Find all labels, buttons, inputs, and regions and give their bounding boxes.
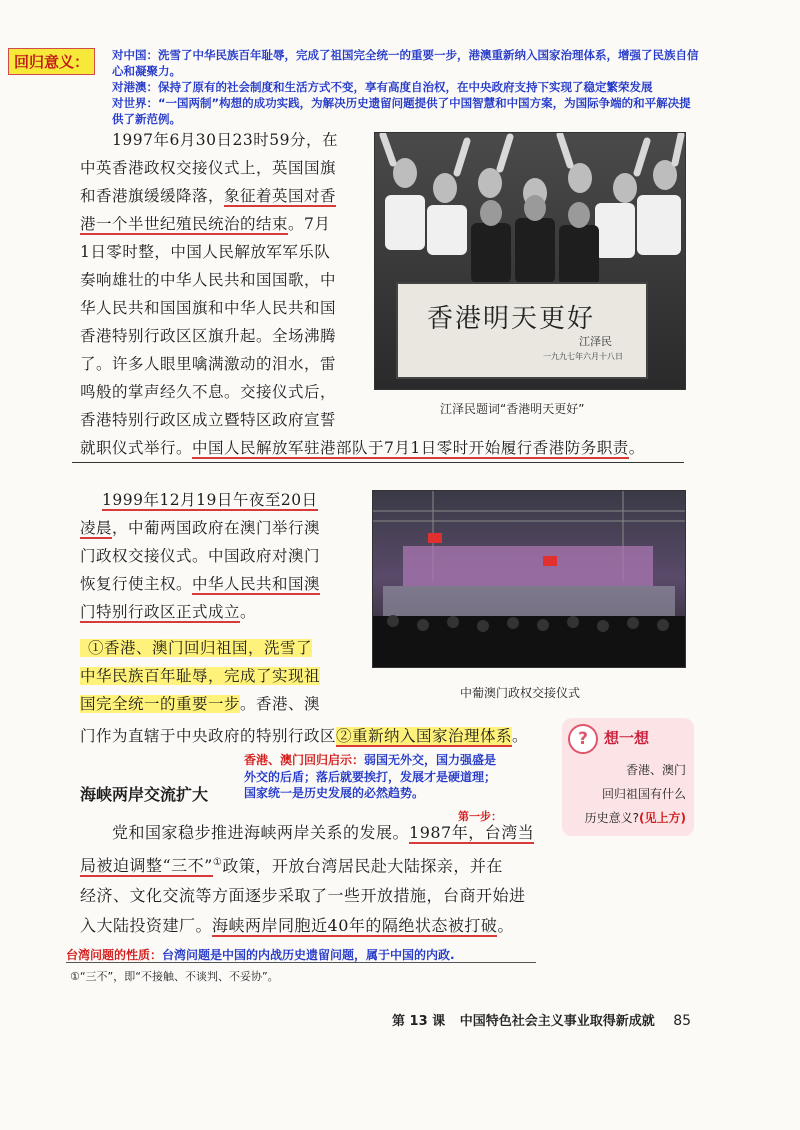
text-span: 党和国家稳步推进海峡两岸关系的发展。 bbox=[112, 823, 410, 842]
hk-photo bbox=[374, 132, 686, 390]
note-text: 弱国无外交，国力强盛是 bbox=[364, 753, 497, 767]
macau-photo bbox=[372, 490, 686, 668]
text-line bbox=[80, 818, 680, 848]
nature-text: 台湾问题是中国的内战历史遗留问题，属于中国的内政. bbox=[162, 948, 455, 962]
think-title: 想一想 bbox=[604, 729, 650, 747]
question-line: 香港、澳门 bbox=[625, 763, 686, 777]
text-line bbox=[80, 570, 370, 598]
text-line bbox=[80, 662, 370, 690]
text-span: 。 bbox=[628, 439, 645, 457]
answer-hint: (见上方) bbox=[639, 811, 686, 825]
question-line: 回归祖国有什么 bbox=[601, 787, 686, 801]
text-line bbox=[80, 848, 680, 881]
underlined-text: 象征着英国对香 bbox=[224, 187, 337, 205]
underlined-text: 中国人民解放军驻港部队于7月1日零时开始履行香港防务职责 bbox=[192, 439, 629, 457]
highlighted-text: 国完全统一的重要一步 bbox=[80, 695, 241, 713]
text-line: 经济、文化交流等方面逐步采取了一些开放措施，台商开始进 bbox=[80, 886, 526, 906]
highlighted-text: 中华民族百年耻辱，完成了实现祖 bbox=[80, 667, 321, 685]
macau-paragraph bbox=[80, 486, 370, 718]
text-line bbox=[80, 634, 370, 662]
macau-photo-caption: 中葡澳门政权交接仪式 bbox=[460, 686, 581, 700]
text-span: 政策，开放台湾居民赴大陆探亲，并在 bbox=[222, 856, 503, 876]
text-line bbox=[80, 210, 370, 238]
underlined-text: 门特别行政区正式成立 bbox=[80, 603, 241, 621]
note-line: 对港澳：保持了原有的社会制度和生活方式不变，享有高度自治权，在中央政府支持下实现了稳定繁荣发展 bbox=[112, 80, 653, 94]
highlighted-text: ①香港、澳门回归祖国，洗雪了 bbox=[80, 639, 312, 657]
macau-photo-graphic bbox=[373, 491, 685, 667]
text-span: 。香港、澳 bbox=[240, 695, 321, 713]
text-span: 恢复行使主权。 bbox=[80, 575, 193, 593]
text-line: 中英香港政权交接仪式上，英国国旗 bbox=[80, 159, 337, 177]
enlightenment-note bbox=[244, 752, 496, 801]
banner-signature: 江泽民 bbox=[579, 335, 612, 348]
text-line: 了。许多人眼里噙满激动的泪水，雷 bbox=[80, 355, 337, 373]
note-line bbox=[244, 752, 496, 769]
text-span: 入大陆投资建厂。 bbox=[80, 916, 213, 936]
text-span: ，中葡两国政府在澳门举行澳 bbox=[112, 519, 321, 537]
significance-notes bbox=[112, 47, 752, 127]
underlined-text: 海峡两岸同胞近40年的隔绝状态被打破 bbox=[212, 916, 498, 936]
note-line: 外交的后盾；落后就要挨打，发展才是硬道理； bbox=[244, 770, 497, 784]
text-span: 。 bbox=[497, 916, 514, 936]
text-span: 门作为直辖于中央政府的特别行政区 bbox=[80, 727, 337, 745]
significance-tag: 回归意义： bbox=[8, 48, 95, 75]
underlined-text: 凌晨 bbox=[80, 519, 113, 537]
note-line: 对世界：“一国两制”构想的成功实践，为解决历史遗留问题提供了中国智慧和中国方案，为国际争端的和平解决提 bbox=[112, 96, 691, 110]
note-line: 国家统一是历史发展的必然趋势。 bbox=[244, 786, 425, 800]
note-line: 供了新范例。 bbox=[112, 112, 181, 126]
note-line: 心和凝聚力。 bbox=[112, 64, 181, 78]
text-line bbox=[80, 514, 370, 542]
banner-date: 一九九七年六月十八日 bbox=[543, 352, 623, 361]
taiwan-paragraph bbox=[80, 818, 680, 941]
underlined-text: 局被迫调整“三不” bbox=[80, 856, 213, 876]
text-line: 1997年6月30日23时59分，在 bbox=[112, 131, 338, 149]
page-number: 85 bbox=[673, 1013, 692, 1029]
nature-label: 台湾问题的性质： bbox=[66, 948, 163, 962]
text-line: 香港特别行政区区旗升起。全场沸腾 bbox=[80, 327, 337, 345]
text-span: 历史意义? bbox=[584, 811, 640, 825]
question-icon: ? bbox=[568, 724, 598, 754]
underlined-text: 港一个半世纪殖民统治的结束 bbox=[80, 215, 289, 233]
macau-last-line bbox=[80, 722, 528, 750]
text-line: 鸣般的掌声经久不息。交接仪式后， bbox=[80, 383, 337, 401]
first-step-note: 第一步： bbox=[458, 810, 502, 823]
text-line bbox=[80, 911, 680, 941]
lesson-number: 第 13 课 bbox=[392, 1014, 446, 1029]
text-line bbox=[80, 690, 370, 718]
text-line bbox=[80, 182, 370, 210]
text-span: 。7月 bbox=[288, 215, 331, 233]
text-line: 1日零时整，中国人民解放军军乐队 bbox=[80, 243, 331, 261]
hk-photo-graphic bbox=[375, 133, 685, 389]
text-span: 。 bbox=[240, 603, 257, 621]
text-line bbox=[80, 598, 370, 626]
footnote-divider bbox=[66, 962, 536, 963]
text-line: 奏响雄壮的中华人民共和国国歌，中 bbox=[80, 271, 337, 289]
hk-paragraph bbox=[80, 126, 370, 434]
banner-text: 香港明天更好 bbox=[427, 304, 596, 334]
text-line: 香港特别行政区成立暨特区政府宣誓 bbox=[80, 411, 337, 429]
text-span: 。 bbox=[512, 727, 529, 745]
lesson-title: 中国特色社会主义事业取得新成就 bbox=[459, 1014, 655, 1029]
footnote: ①“三不”，即“不接触、不谈判、不妥协”。 bbox=[70, 970, 279, 983]
text-span: 就职仪式举行。 bbox=[80, 439, 193, 457]
underlined-text: 1987年，台湾当 bbox=[409, 823, 535, 842]
hk-photo-caption: 江泽民题词“香港明天更好” bbox=[440, 402, 585, 416]
text-line: 门政权交接仪式。中国政府对澳门 bbox=[80, 547, 321, 565]
page-footer bbox=[392, 1010, 691, 1029]
note-line: 对中国：洗雪了中华民族百年耻辱，完成了祖国完全统一的重要一步，港澳重新纳入国家治理体系，增强了民族自信 bbox=[112, 48, 699, 62]
hk-last-line bbox=[80, 434, 645, 462]
text-line: 华人民共和国国旗和中华人民共和国 bbox=[80, 299, 337, 317]
text-line bbox=[80, 486, 370, 514]
underlined-text: 中华人民共和国澳 bbox=[192, 575, 321, 593]
section-heading: 海峡两岸交流扩大 bbox=[80, 785, 209, 804]
text-span: 和香港旗缓缓降落， bbox=[80, 187, 225, 205]
enlightenment-label: 香港、澳门回归启示： bbox=[244, 753, 365, 767]
highlighted-text: ②重新纳入国家治理体系 bbox=[336, 727, 513, 745]
footnote-mark: ① bbox=[212, 857, 223, 868]
underlined-text: 1999年12月19日午夜至20日 bbox=[102, 491, 318, 509]
taiwan-nature-note bbox=[66, 946, 455, 963]
divider bbox=[72, 462, 684, 463]
